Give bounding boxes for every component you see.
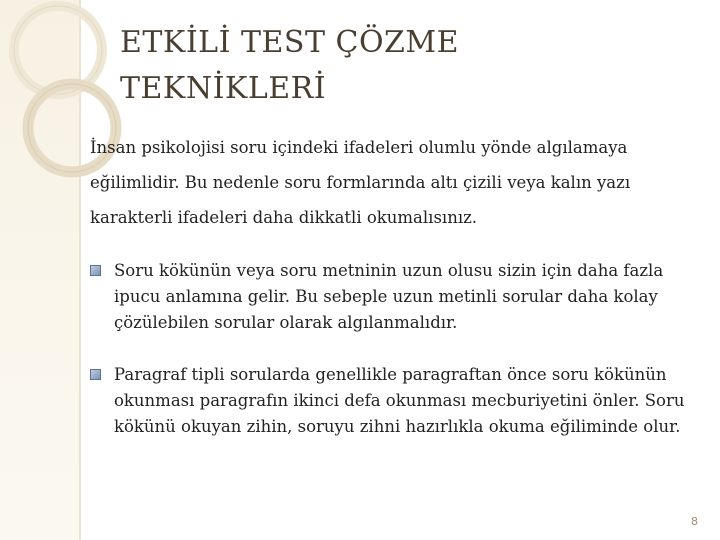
bullet-item [90,258,700,336]
page-number: 8 [691,515,698,528]
intro-paragraph: İnsan psikolojisi soru içindeki ifadeleri olumlu yönde algılamaya eğilimlidir. Bu nedenle soru formlarında altı çizili veya kalın yazı karakterli ifadeleri daha dikkatli okumalısınız. [90,138,631,227]
bullet-text: Paragraf tipli sorularda genellikle paragraftan önce soru kökünün okunması paragrafın ikinci defa okunması mecburiyetini önler. Soru kökünü okuyan zihin, soruyu zihni hazırlıkla okuma eğiliminde olur. [114,365,685,436]
bullet-text: Soru kökünün veya soru metninin uzun olusu sizin için daha fazla ipucu anlamına gelir. Bu sebeple uzun metinli sorular daha kolay çözülebilen sorular olarak algılanmalıdır. [114,261,664,332]
bullet-item [90,362,700,440]
square-bullet-icon [90,265,101,276]
slide-title [120,20,640,112]
bullet-list [90,258,700,440]
square-bullet-icon [90,369,101,380]
slide-title-line-1: ETKİLİ TEST ÇÖZME [120,25,459,60]
slide-title-line-2: TEKNİKLERİ [120,71,327,106]
